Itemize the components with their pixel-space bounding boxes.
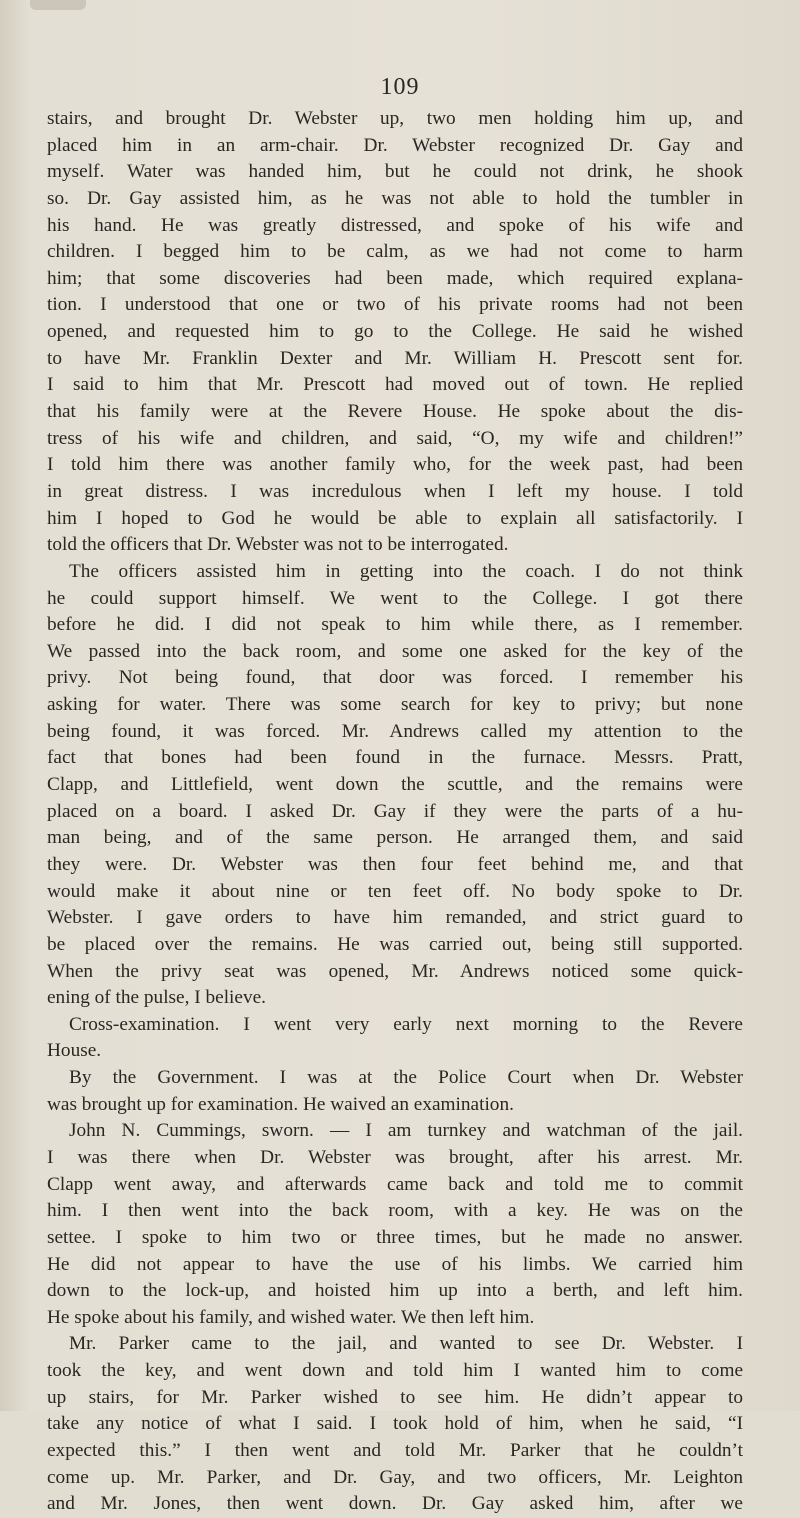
body-text: [47, 106, 743, 1518]
text-line: his hand. He was greatly distressed, and spoke of his wife and: [47, 214, 743, 236]
text-line: him I hoped to God he would be able to explain all satisfactorily. I: [47, 507, 743, 529]
text-line: We passed into the back room, and some one asked for the key of the: [47, 640, 743, 662]
text-line: being found, it was forced. Mr. Andrews called my attention to the: [47, 720, 743, 742]
text-line: placed him in an arm-chair. Dr. Webster recognized Dr. Gay and: [47, 134, 743, 156]
text-line: in great distress. I was incredulous when I left my house. I told: [47, 480, 743, 502]
text-line: ening of the pulse, I believe.: [47, 987, 266, 1009]
text-line: tion. I understood that one or two of his private rooms had not been: [47, 294, 743, 316]
text-line: stairs, and brought Dr. Webster up, two men holding him up, and: [47, 108, 743, 129]
scan-shadow: [30, 0, 86, 10]
text-line: to have Mr. Franklin Dexter and Mr. William H. Prescott sent for.: [47, 347, 743, 369]
text-line: expected this.” I then went and told Mr. Parker that he couldn’t: [47, 1440, 743, 1462]
text-line: privy. Not being found, that door was forced. I remember his: [47, 667, 743, 689]
text-line: before he did. I did not speak to him while there, as I remember.: [47, 614, 743, 636]
text-line: him. I then went into the back room, with a key. He was on the: [47, 1200, 743, 1222]
text-line: Cross-examination. I went very early next morning to the Revere: [69, 1013, 743, 1035]
text-line: I was there when Dr. Webster was brought, after his arrest. Mr.: [47, 1146, 743, 1168]
text-line: man being, and of the same person. He arranged them, and said: [47, 827, 743, 849]
text-line: that his family were at the Revere House. He spoke about the dis-: [47, 401, 743, 423]
text-line: take any notice of what I said. I took hold of him, when he said, “I: [47, 1413, 743, 1435]
text-line: be placed over the remains. He was carried out, being still supported.: [47, 933, 743, 955]
text-line: Webster. I gave orders to have him remanded, and strict guard to: [47, 907, 743, 929]
text-line: down to the lock-up, and hoisted him up into a berth, and left him.: [47, 1280, 743, 1302]
text-line: Mr. Parker came to the jail, and wanted to see Dr. Webster. I: [69, 1333, 743, 1355]
text-line: up stairs, for Mr. Parker wished to see him. He didn’t appear to: [47, 1386, 743, 1408]
text-line: I told him there was another family who, for the week past, had been: [47, 454, 743, 476]
text-line: Clapp went away, and afterwards came back and told me to commit: [47, 1173, 743, 1195]
text-line: and Mr. Jones, then went down. Dr. Gay asked him, after we: [47, 1493, 743, 1515]
text-line: The officers assisted him in getting into the coach. I do not think: [69, 560, 743, 582]
text-line: By the Government. I was at the Police Court when Dr. Webster: [69, 1067, 743, 1089]
text-line: placed on a board. I asked Dr. Gay if they were the parts of a hu-: [47, 800, 743, 822]
text-line: asking for water. There was some search for key to privy; but none: [47, 694, 743, 716]
text-line: He did not appear to have the use of his limbs. We carried him: [47, 1253, 743, 1275]
text-line: him; that some discoveries had been made, which required explana-: [47, 267, 743, 289]
text-line: I said to him that Mr. Prescott had moved out of town. He replied: [47, 374, 743, 396]
text-line: they were. Dr. Webster was then four feet behind me, and that: [47, 853, 743, 875]
text-line: come up. Mr. Parker, and Dr. Gay, and two officers, Mr. Leighton: [47, 1466, 743, 1488]
text-line: was brought up for examination. He waived an examination.: [47, 1093, 514, 1115]
text-line: he could support himself. We went to the College. I got there: [47, 587, 743, 609]
text-line: settee. I spoke to him two or three times, but he made no answer.: [47, 1226, 743, 1248]
text-line: would make it about nine or ten feet off. No body spoke to Dr.: [47, 880, 743, 902]
text-line: took the key, and went down and told him I wanted him to come: [47, 1360, 743, 1382]
text-line: When the privy seat was opened, Mr. Andrews noticed some quick-: [47, 960, 743, 982]
page-number: 109: [380, 74, 420, 100]
text-line: children. I begged him to be calm, as we had not come to harm: [47, 241, 743, 263]
text-line: tress of his wife and children, and said, “O, my wife and children!”: [47, 427, 743, 449]
text-line: fact that bones had been found in the furnace. Messrs. Pratt,: [47, 747, 743, 769]
text-line: Clapp, and Littlefield, went down the scuttle, and the remains were: [47, 774, 743, 796]
text-line: John N. Cummings, sworn. — I am turnkey and watchman of the jail.: [69, 1120, 743, 1142]
text-line: so. Dr. Gay assisted him, as he was not able to hold the tumbler in: [47, 187, 743, 209]
text-line: opened, and requested him to go to the College. He said he wished: [47, 321, 743, 343]
text-line: told the officers that Dr. Webster was not to be interrogated.: [47, 534, 509, 556]
text-line: myself. Water was handed him, but he could not drink, he shook: [47, 161, 743, 183]
text-line: House.: [47, 1040, 102, 1062]
text-line: He spoke about his family, and wished water. We then left him.: [47, 1306, 535, 1328]
